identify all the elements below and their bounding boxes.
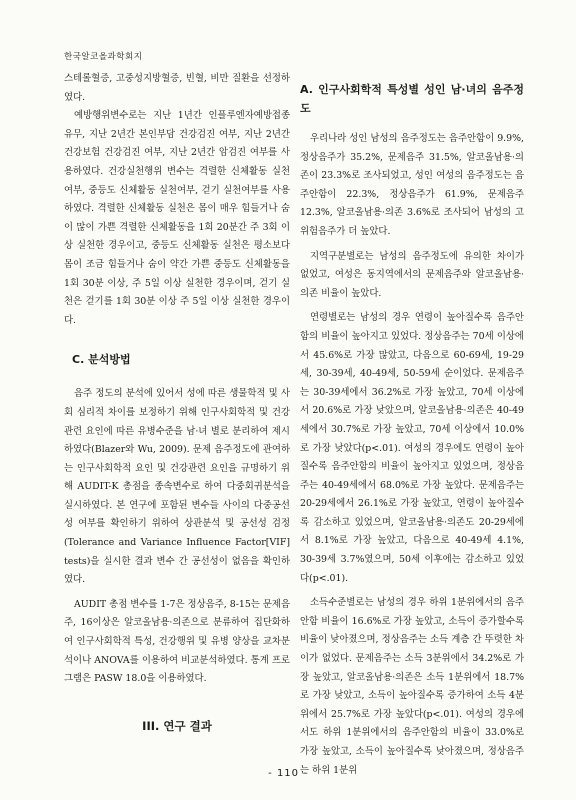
running-head: 한국알코올과학회지 (64, 52, 143, 62)
page-number: - 110 - (268, 768, 308, 779)
section-heading-demographics: A. 인구사회학적 특성별 성인 남·녀의 음주정도 (300, 83, 524, 115)
left-paragraph-3: 음주 정도의 분석에 있어서 성에 따른 생물학적 및 사회 심리적 차이를 보정하기 위해 인구사회학적 및 건강관련 요인에 따른 유병수준을 남·녀 별로 분리하여 제시하였다(Blazer와 Wu, 2009). 문제 음주정도에 관여하는 인구사회학적 요인 및 건강관련 요인을 규명하기 위해 AUDIT-K 총점을 종속변수로 하여 다중회귀분석을 실시하였다. 본 연구에 포함된 변수들 사이의 다중공선성 여부를 확인하기 위하여 상관분석 및 공선성 검정(Tolerance and Variance Influence Factor[VIF] tests)을 실시한 결과 변수 간 공선성이 없음을 확인하였다. (64, 388, 290, 586)
right-paragraph-4: 소득수준별로는 남성의 경우 하위 1분위에서의 음주안함 비율이 16.6%로 가장 높았고, 소득이 증가할수록 비율이 낮아졌으며, 정상음주는 소득 계층 간 뚜렷한 차이가 없었다. 문제음주는 소득 3분위에서 34.2%로 가장 높았고, 알코올남용·의존은 소득 1분위에서 18.7%로 가장 낮았고, 소득이 높아질수록 증가하여 소득 4분위에서 25.7%로 가장 높았다(p<.01). 여성의 경우에서도 하위 1분위에서의 음주안함의 비율이 33.0%로 가장 높았고, 소득이 높아질수록 낮아졌으며, 정상음주는 하위 1분위 (300, 597, 524, 776)
right-paragraph-1: 우리나라 성인 남성의 음주정도는 음주안함이 9.9%, 정상음주가 35.2%, 문제음주 31.5%, 알코올남용·의존이 23.3%로 조사되었고, 성인 여성의 음주정도는 음주안함이 22.3%, 정상음주가 61.9%, 문제음주 12.3%, 알코올남용·의존 3.6%로 조사되어 남성의 고위험음주가 더 높았다. (300, 133, 524, 237)
section-heading-results: III. 연구 결과 (142, 718, 212, 733)
right-paragraph-3: 연령별로는 남성의 경우 연령이 높아질수록 음주안함의 비율이 높아지고 있었다. 정상음주는 70세 이상에서 45.6%로 가장 많았고, 다음으로 60-69세, 19-29세, 30-39세, 40-49세, 50-59세 순이었다. 문제음주는 30-39세에서 36.2%로 가장 높았고, 70세 이상에서 20.6%로 가장 낮았으며, 알코올남용·의존은 40-49세에서 30.7%로 가장 높았고, 70세 이상에서 10.0%로 가장 낮았다(p<.01). 여성의 경우에도 연령이 높아질수록 음주안함의 비율이 높아지고 있었으며, 정상음주는 40-49세에서 68.0%로 가장 높았다. 문제음주는 20-29세에서 26.1%로 가장 높았고, 연령이 높아질수록 감소하고 있었으며, 알코올남용·의존도 20-29세에서 8.1%로 가장 높았고, 다음으로 40-49세 4.1%, 30-39세 3.7%였으며, 50세 이후에는 감소하고 있었다(p<.01). (300, 312, 524, 584)
right-paragraph-2: 지역구분별로는 남성의 음주정도에 유의한 차이가 없었고, 여성은 동지역에서의 문제음주와 알코올남용·의존 비율이 높았다. (300, 250, 524, 299)
left-paragraph-4: AUDIT 총점 변수를 1-7은 정상음주, 8-15는 문제음주, 16이상은 알코올남용·의존으로 분류하여 집단화하여 인구사회학적 특성, 건강행위 및 유병 양상을 교차분석이나 ANOVA를 이용하여 비교분석하였다. 통계 프로그램은 PASW 18.0을 이용하였다. (64, 598, 290, 685)
left-column (64, 70, 290, 736)
left-paragraph-1: 스테롤혈증, 고중성지방혈증, 빈혈, 비만 질환을 선정하였다. (64, 73, 290, 103)
section-heading-analysis: C. 분석방법 (72, 353, 131, 367)
right-column (300, 70, 524, 780)
left-paragraph-2: 예방행위변수로는 지난 1년간 인플루엔자예방접종 유무, 지난 2년간 본인부담 건강검진 여부, 지난 2년간 건강보험 건강검진 여부, 지난 2년간 암검진 여부를 사용하였다. 건강실천행위 변수는 격렬한 신체활동 실천여부, 중등도 신체활동 실천여부, 걷기 실천여부를 사용하였다. 격렬한 신체활동 실천은 몸이 매우 힘들거나 숨이 많이 가쁜 격렬한 신체활동을 1회 20분간 주 3회 이상 실천한 경우이고, 중등도 신체활동 실천은 평소보다 몸이 조금 힘들거나 숨이 약간 가쁜 중등도 신체활동을 1회 30분 이상, 주 5일 이상 실천한 경우이며, 걷기 실천은 걷기를 1회 30분 이상 주 5일 이상 실천한 경우이다. (64, 110, 290, 326)
